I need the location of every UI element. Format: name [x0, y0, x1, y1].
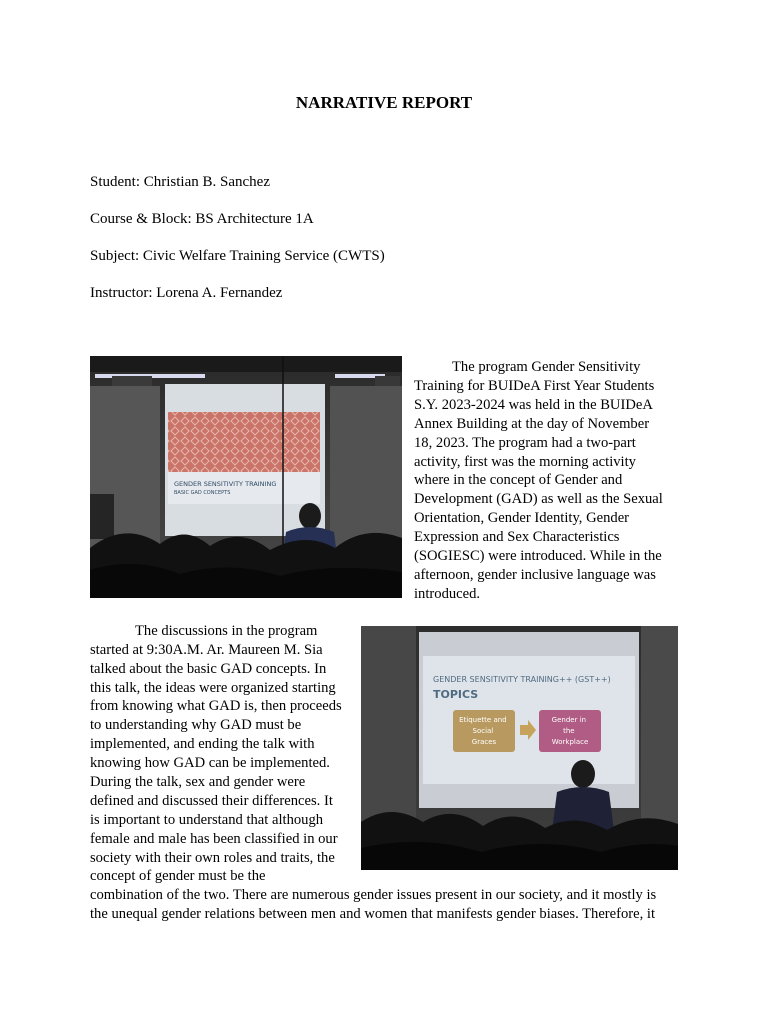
paragraph-1-line: Development (GAD) as well as the Sexual [414, 491, 663, 507]
paragraph-2-line: talked about the basic GAD concepts. In [90, 661, 327, 677]
instructor-field: Instructor: Lorena A. Fernandez [90, 285, 283, 301]
paragraph-1-line: The program Gender Sensitivity [452, 359, 641, 375]
paragraph-2-line: defined and discussed their differences. It [90, 793, 333, 809]
paragraph-2-line: the unequal gender relations between men and women that manifests gender biases. Therefore, it [90, 906, 656, 922]
report-title: NARRATIVE REPORT [295, 93, 473, 112]
paragraph-2-line: this talk, the ideas were organized starting [90, 680, 336, 696]
session-photo-morning-art [90, 356, 402, 598]
paragraph-2-line: The discussions in the program [135, 623, 318, 639]
paragraph-1-line: Training for BUIDeA First Year Students [414, 378, 655, 394]
slide1-title: GENDER SENSITIVITY TRAINING [174, 480, 277, 488]
box2-line: Gender in [551, 716, 587, 724]
slide1-subtitle: BASIC GAD CONCEPTS [174, 490, 231, 496]
box2-line: Workplace [551, 738, 589, 746]
paragraph-2-line: started at 9:30A.M. Ar. Maureen M. Sia [90, 642, 323, 658]
box1-line: Graces [471, 738, 497, 746]
subject-field: Subject: Civic Welfare Training Service (CWTS) [90, 248, 385, 264]
box1-line: Social [472, 727, 494, 735]
paragraph-2-line: female and male has been classified in our [90, 831, 338, 847]
student-field: Student: Christian B. Sanchez [90, 174, 270, 190]
paragraph-1-line: afternoon, gender inclusive language was [414, 567, 656, 583]
slide2-header: GENDER SENSITIVITY TRAINING++ (GST++) [433, 675, 611, 684]
paragraph-1-line: S.Y. 2023-2024 was held in the BUIDeA [414, 397, 653, 413]
paragraph-1-line: (SOGIESC) were introduced. While in the [414, 548, 662, 564]
paragraph-2-line: During the talk, sex and gender were [90, 774, 306, 790]
paragraph-1-line: Expression and Sex Characteristics [414, 529, 620, 545]
paragraph-1-line: activity, first was the morning activity [414, 454, 636, 470]
paragraph-2-line: society with their own roles and traits, the [90, 850, 335, 866]
paragraph-2-line: concept of gender must be the [90, 868, 266, 884]
paragraph-1-line: Orientation, Gender Identity, Gender [414, 510, 630, 526]
paragraph-1-line: where in the concept of Gender and [414, 472, 623, 488]
session-photo-topics [361, 626, 678, 870]
paragraph-2-line: combination of the two. There are numerous gender issues present in our society, and it mostly is [90, 887, 657, 903]
paragraph-2-line: knowing how GAD can be implemented. [90, 755, 330, 771]
box1-line: Etiquette and [459, 716, 507, 724]
paragraph-1-line: 18, 2023. The program had a two-part [414, 435, 636, 451]
paragraph-2-line: is important to understand that although [90, 812, 324, 828]
box2-line: the [563, 727, 575, 735]
course-block-field: Course & Block: BS Architecture 1A [90, 211, 314, 227]
session-photo-morning [90, 356, 402, 598]
paragraph-1-line: introduced. [414, 586, 481, 602]
paragraph-2-line: to understanding why GAD must be [90, 717, 302, 733]
session-photo-topics-art [361, 626, 678, 870]
paragraph-2-line: from knowing what GAD is, then proceeds [90, 698, 342, 714]
slide2-title: TOPICS [433, 688, 479, 701]
paragraph-2-line: implemented, and ending the talk with [90, 736, 315, 752]
paragraph-1-line: Annex Building at the day of November [414, 416, 650, 432]
